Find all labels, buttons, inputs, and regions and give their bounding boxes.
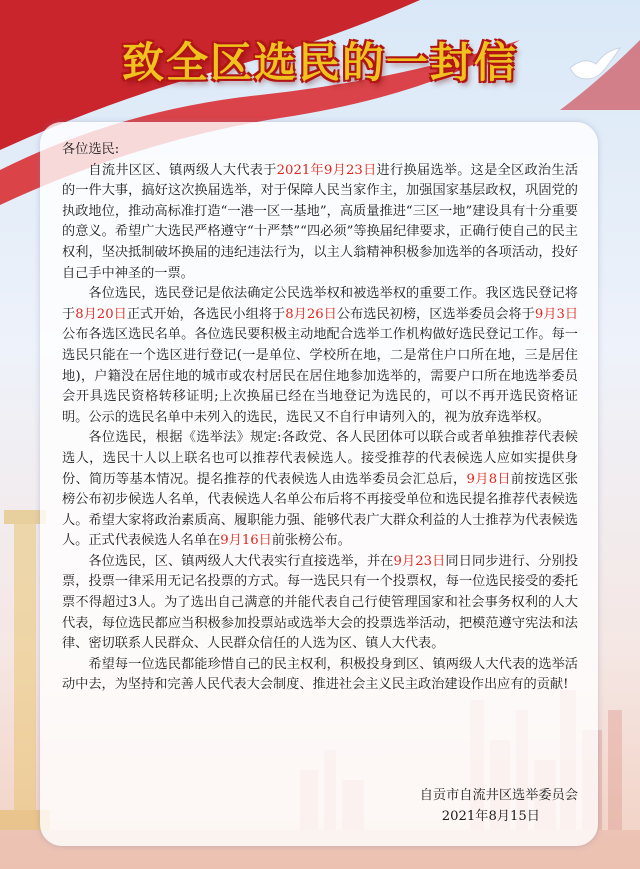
date-highlight: 8月26日	[285, 306, 337, 322]
date-highlight: 9月3日	[534, 306, 579, 322]
paragraph-4: 各位选民，区、镇两级人大代表实行直接选举，并在9月23日同日同步进行、分别投票，投票一律采用无记名投票的方式。每一选民只有一个投票权，每一位选民接受的委托票不得超过3人。为了选出自己满意的并能代表自己行使管理国家和社会事务权利的人大代表，每位选民都应当积极参加投票站或选举大会的投票选举活动，把模范遵守宪法和法律、密切联系人民群众、人民群众信任的人选为区、镇人大代表。	[62, 553, 579, 652]
signature-date: 2021年8月15日	[441, 809, 540, 824]
date-highlight: 9月23日	[393, 553, 446, 569]
paragraph-5: 希望每一位选民都能珍惜自己的民主权利，积极投身到区、镇两级人大代表的选举活动中去，为坚持和完善人民代表大会制度、推进社会主义民主政治建设作出应有的贡献!	[62, 656, 578, 693]
paragraph-1: 自流井区区、镇两级人大代表于2021年9月23日进行换届选举。这是全区政治生活的一件大事，搞好这次换届选举，对于保障人民当家作主，加强国家基层政权，巩固党的执政地位，推动高标准打造“一港一区一基地”，高质量推进“三区一地”建设具有十分重要的意义。希望广大选民严格遵守“十严禁”“四必须”等换届纪律要求，正确行使自己的民主权利，坚决抵制破坏换届的违纪违法行为，以主人翁精神积极参加选举的各项活动，投好自己手中神圣的一票。	[62, 162, 579, 281]
letter-body	[62, 140, 578, 696]
date-highlight: 9月16日	[220, 533, 272, 549]
page-title: 致全区选民的一封信	[121, 38, 518, 87]
signature: 自贡市自流井区选举委员会	[419, 788, 578, 803]
date-highlight: 8月20日	[75, 306, 127, 322]
paragraph-3: 各位选民，根据《选举法》规定:各政党、各人民团体可以联合或者单独推荐代表候选人，选民十人以上联名也可以推荐代表候选人。接受推荐的代表候选人应如实提供身份、简历等基本情况。提名推荐的代表候选人由选举委员会汇总后，9月8日前按选区张榜公布初步候选人名单，代表候选人名单公布后将不再接受单位和选民提名推荐代表候选人。希望大家将政治素质高、履职能力强、能够代表广大群众利益的人士推荐为代表候选人。正式代表候选人名单在9月16日前张榜公布。	[62, 430, 578, 549]
paragraph-2: 各位选民，选民登记是依法确定公民选举权和被选举权的重要工作。我区选民登记将于8月20日正式开始，各选民小组将于8月26日公布选民初榜，区选举委员会将于9月3日公布各选区选民名单。各位选民要积极主动地配合选举工作机构做好选民登记工作。每一选民只能在一个选区进行登记(一是单位、学校所在地，二是常住户口所在地，三是居住地)，户籍没在居住地的城市或农村居民在居住地参加选举的，需要户口所在地选举委员会开具选民资格转移证明;上次换届已经在当地登记为选民的，可以不再开选民资格证明。公示的选民名单中未列入的选民，选民又不自行申请列入的，视为放弃选举权。	[62, 286, 579, 425]
date-highlight: 2021年9月23日	[276, 162, 377, 178]
date-highlight: 9月8日	[466, 471, 511, 487]
salutation: 各位选民:	[62, 142, 120, 157]
